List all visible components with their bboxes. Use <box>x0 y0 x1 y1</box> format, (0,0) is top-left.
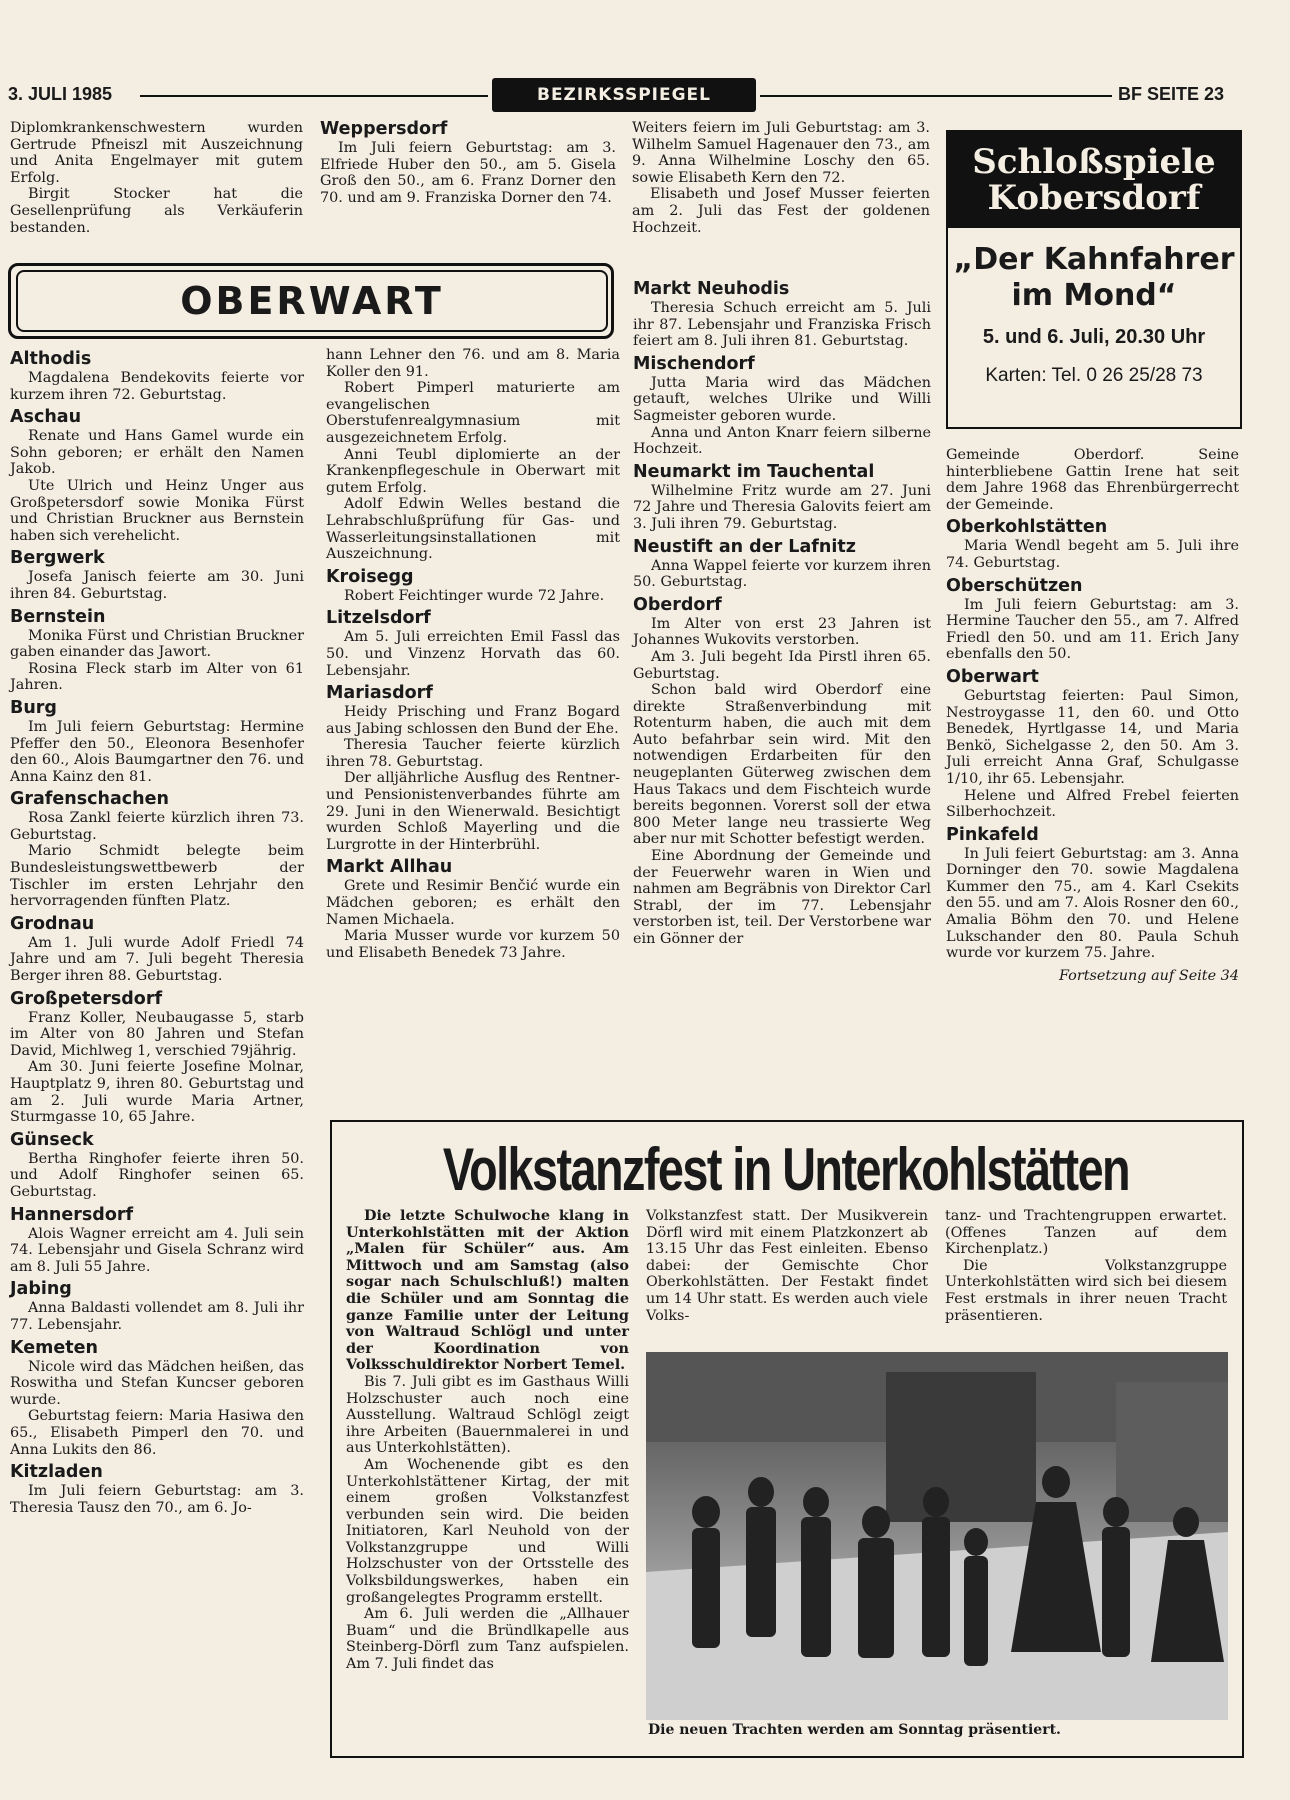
weppersdorf-block <box>320 118 616 206</box>
column-4-towns <box>946 516 1239 961</box>
column-2-towns <box>326 566 620 962</box>
paragraph: Bertha Ringhofer feierte ihren 50. und Adolf Ringhofer seinen 65. Geburtstag. <box>10 1150 304 1200</box>
paragraph: Mario Schmidt belegte beim Bundesleistungswettbewerb der Tischler im ersten Lehrjahr den hervorragenden fünften Platz. <box>10 843 304 910</box>
paragraph: Weiters feiern im Juli Geburtstag: am 3. Wilhelm Samuel Hagenauer den 73., am 9. Anna Wilhelmine Loschy den 65. sowie Elisabeth Kern den 72. <box>632 120 930 186</box>
paragraph: Geburtstag feiern: Maria Hasiwa den 65., Elisabeth Pimperl den 70. und Anna Lukits den 86. <box>10 1408 304 1458</box>
section-banner <box>16 270 608 332</box>
paragraph: Renate und Hans Gamel wurde ein Sohn geboren; er erhält den Namen Jakob. <box>10 428 304 478</box>
town-heading: Aschau <box>10 407 82 428</box>
ad-tickets: Karten: Tel. 0 26 25/28 73 <box>985 365 1203 386</box>
paragraph: Am 30. Juni feierte Josefine Molnar, Hauptplatz 9, ihren 80. Geburtstag und am 2. Juli wurde Maria Artner, Sturmgasse 10, 65 Jahre. <box>10 1059 304 1126</box>
header-rule-left <box>140 95 488 97</box>
town-heading: Litzelsdorf <box>326 608 431 629</box>
paragraph: Geburtstag feierten: Paul Simon, Nestroygasse 11, den 60. und Otto Benedek, Hyrtlgasse 14, und Maria Benkö, Sichelgasse 2, den 50. Am 3. Juli erreicht Anna Graf, Schulgasse 1/10, ihr 65. Lebensjahr. <box>946 687 1239 787</box>
paragraph: Robert Pimperl maturierte am evangelischen Oberstufenrealgymnasium mit ausgezeichnetem Erfolg. <box>326 380 620 446</box>
continuation-note: Fortsetzung auf Seite 34 <box>1058 967 1239 984</box>
article-headline: Volkstanzfest in Unterkohlstätten <box>442 1136 1130 1203</box>
paragraph: Volkstanzfest statt. Der Musikverein Dörfl wird mit einem Platzkonzert ab 13.15 Uhr das Fest einleiten. Ebenso dabei: der Gemischte Chor Oberkohlstätten. Der Festakt findet um 14 Uhr statt. Es werden auch viele Volks- <box>646 1208 928 1324</box>
paragraph: Robert Feichtinger wurde 72 Jahre. <box>344 587 605 604</box>
paragraph: Anna Baldasti vollendet am 8. Juli ihr 77. Lebensjahr. <box>10 1300 304 1333</box>
town-heading: Kitzladen <box>10 1462 103 1483</box>
paragraph: Wilhelmine Fritz wurde am 27. Juni 72 Jahre und Theresia Galovits feiert am 3. Juli ihren 79. Geburtstag. <box>633 482 931 532</box>
column-4 <box>946 447 1239 984</box>
paragraph: Grete und Resimir Benčić wurde ein Mädchen geboren; es erhält den Namen Michaela. <box>326 878 620 928</box>
header-section: BEZIRKSSPIEGEL <box>536 85 711 105</box>
paragraph: Der alljährliche Ausflug des Rentner- und Pensionistenverbandes führte am 29. Juni in den Wienerwald. Besichtigt wurden Schloß Mayerling und die Lurgrotte in der Hinterbrühl. <box>326 770 620 853</box>
ad-dates: 5. und 6. Juli, 20.30 Uhr <box>982 326 1206 348</box>
section-banner-title: OBERWART <box>180 279 444 323</box>
paragraph: Franz Koller, Neubaugasse 5, starb im Alter von 80 Jahren und Stefan David, Michlweg 1, verschied 79jährig. <box>10 1009 304 1059</box>
paragraph: hann Lehner den 76. und am 8. Maria Koller den 91. <box>326 347 620 380</box>
paragraph: Im Juli feiern Geburtstag: am 3. Hermine Taucher den 55., am 7. Alfred Friedl den 50. und am 11. Erich Jany ebenfalls den 50. <box>946 596 1239 663</box>
paragraph: Monika Fürst und Christian Bruckner gaben einander das Jawort. <box>10 627 304 661</box>
paragraph: Am 1. Juli wurde Adolf Friedl 74 Jahre und am 7. Juli begeht Theresia Berger ihren 88. Geburtstag. <box>10 934 304 985</box>
paragraph: Bis 7. Juli gibt es im Gasthaus Willi Holzschuster auch noch eine Ausstellung. Waltraud Schlögl zeigt ihre Arbeiten (Bauernmalerei in und aus Unterkohlstätten). <box>346 1373 629 1457</box>
ad-title-line2: Kobersdorf <box>987 178 1201 218</box>
town-heading: Neustift an der Lafnitz <box>633 536 856 557</box>
top-left-continued <box>10 120 303 236</box>
top-col3-continued <box>632 120 930 236</box>
town-heading: Mischendorf <box>633 353 755 374</box>
paragraph: Am 5. Juli erreichten Emil Fassl das 50. und Vinzenz Horvath das 60. Lebensjahr. <box>326 629 620 679</box>
town-heading: Althodis <box>10 349 92 369</box>
town-heading: Jabing <box>10 1279 72 1300</box>
town-heading: Kroisegg <box>326 566 414 587</box>
paragraph: Josefa Janisch feierte am 30. Juni ihren 84. Geburtstag. <box>10 569 304 602</box>
town-heading: Oberschützen <box>946 575 1083 596</box>
paragraph: Am 6. Juli werden die „Allhauer Buam“ und die Bründlkapelle aus Steinberg-Dörfl zum Tanz aufspielen. Am 7. Juli findet das <box>346 1606 629 1673</box>
town-heading: Burg <box>10 697 57 718</box>
paragraph: In Juli feiert Geburtstag: am 3. Anna Dorninger den 70. sowie Magdalena Kummer den 75., am 4. Karl Csekits den 55. und am 7. Alois Rosner den 60., Amalia Böhm den 70. und Helene Lukschander den 80. Paula Schuh wurde vor kurzem 75. Jahre. <box>946 845 1239 962</box>
paragraph: Im Alter von erst 23 Jahren ist Johannes Wukovits verstorben. <box>633 615 931 649</box>
town-heading: Markt Allhau <box>326 857 453 878</box>
article-photo <box>646 1352 1228 1720</box>
header-section-box <box>492 78 756 112</box>
ad-title-line1: Schloßspiele <box>972 142 1216 182</box>
town-heading: Pinkafeld <box>946 824 1039 845</box>
column-1 <box>10 345 304 1516</box>
paragraph: Anna Wappel feierte vor kurzem ihren 50. Geburtstag. <box>633 557 931 591</box>
paragraph: Helene und Alfred Frebel feierten Silberhochzeit. <box>946 787 1239 821</box>
paragraph: Nicole wird das Mädchen heißen, das Roswitha und Stefan Kuncser geboren wurde. <box>10 1358 304 1408</box>
paragraph: Am 3. Juli begeht Ida Pirstl ihren 65. Geburtstag. <box>633 648 931 682</box>
town-heading: Markt Neuhodis <box>633 279 790 299</box>
town-heading: Oberwart <box>946 666 1039 687</box>
header-rule-right <box>760 95 1112 97</box>
town-heading: Oberdorf <box>633 594 722 615</box>
paragraph: Maria Wendl begeht am 5. Juli ihre 74. Geburtstag. <box>946 538 1239 571</box>
town-heading: Großpetersdorf <box>10 988 163 1009</box>
paragraph: Theresia Taucher feierte kürzlich ihren 78. Geburtstag. <box>326 737 620 770</box>
paragraph: Alois Wagner erreicht am 4. Juli sein 74. Lebensjahr und Gisela Schranz wird am 8. Juli 55 Jahre. <box>10 1225 304 1275</box>
article-col2 <box>646 1208 928 1324</box>
paragraph: Jutta Maria wird das Mädchen getauft, welches Ulrike und Willi Sagmeister geboren wurde. <box>633 374 931 424</box>
paragraph: Maria Musser wurde vor kurzem 50 und Elisabeth Benedek 73 Jahre. <box>326 928 620 961</box>
paragraph: Elisabeth und Josef Musser feierten am 2. Juli das Fest der goldenen Hochzeit. <box>632 186 930 236</box>
town-heading: Mariasdorf <box>326 683 433 704</box>
paragraph: Heidy Prisching und Franz Bogard aus Jabing schlossen den Bund der Ehe. <box>326 704 620 737</box>
paragraph: Diplomkrankenschwestern wurden Gertrude Pfneiszl mit Auszeichnung und Anita Engelmayer mit gutem Erfolg. <box>10 120 303 186</box>
paragraph: Im Juli feiern Geburtstag: am 3. Theresia Tausz den 70., am 6. Jo- <box>10 1483 304 1516</box>
town-heading: Neumarkt im Tauchental <box>633 461 875 482</box>
article-col1 <box>346 1208 629 1673</box>
paragraph: Im Juli feiern Geburtstag: am 3. Elfriede Huber den 50., am 5. Gisela Groß den 50., am 6. Franz Dorner den 70. und am 9. Franziska Dorner den 74. <box>320 140 616 206</box>
ad-box <box>946 130 1242 429</box>
ad-play-line1: „Der Kahnfahrer <box>953 242 1235 277</box>
paragraph: Ute Ulrich und Heinz Unger aus Großpetersdorf sowie Monika Fürst und Christian Bruckner aus Bernstein haben sich verehelicht. <box>10 477 304 544</box>
paragraph: Magdalena Bendekovits feierte vor kurzem ihren 72. Geburtstag. <box>10 370 304 403</box>
paragraph: Theresia Schuch erreicht am 5. Juli ihr 87. Lebensjahr und Franziska Frisch feiert am 8. Juli ihren 81. Geburtstag. <box>633 300 931 350</box>
header-page: BF SEITE 23 <box>1118 84 1225 104</box>
town-heading: Günseck <box>10 1129 94 1150</box>
paragraph: Anni Teubl diplomierte an der Krankenpflegeschule in Oberwart mit gutem Erfolg. <box>326 446 620 496</box>
paragraph: Rosa Zankl feierte kürzlich ihren 73. Geburtstag. <box>10 810 304 843</box>
paragraph: Am Wochenende gibt es den Unterkohlstättener Kirtag, der mit einem großen Volkstanzfest verbunden sein wird. Die beiden Initiatoren, Karl Neuhold von der Volkstanzgruppe und Willi Holzschuster von der Ortsstelle des Volksbildungswerkes, haben ein großangelegtes Programm erstellt. <box>346 1456 629 1606</box>
paragraph: Gemeinde Oberdorf. Seine hinterbliebene Gattin Irene hat seit dem Jahre 1968 das Ehrenbürgerrecht der Gemeinde. <box>946 447 1239 513</box>
paragraph: Die letzte Schulwoche klang in Unterkohlstätten mit der Aktion „Malen für Schüler“ aus. Am Mittwoch und am Samstag (also sogar nach Schulschluß!) malten die Schüler und am Sonntag die ganze Familie unter der Leitung von Waltraud Schlögl und unter der Koordination von Volksschuldirektor Norbert Temel. <box>346 1207 629 1374</box>
paragraph: Anna und Anton Knarr feiern silberne Hochzeit. <box>633 424 931 458</box>
article-col3 <box>945 1208 1227 1324</box>
photo-caption: Die neuen Trachten werden am Sonntag präsentiert. <box>648 1722 1061 1738</box>
column-2 <box>326 347 620 961</box>
town-heading: Bergwerk <box>10 548 105 569</box>
town-heading: Grafenschachen <box>10 789 169 810</box>
town-heading: Weppersdorf <box>320 119 448 139</box>
paragraph: Die Volkstanzgruppe Unterkohlstätten wird sich bei diesem Fest erstmals in ihrer neuen Tracht präsentieren. <box>945 1257 1227 1324</box>
paragraph: tanz- und Trachtengruppen erwartet. (Offenes Tanzen auf dem Kirchenplatz.) <box>945 1208 1227 1258</box>
ad-title-box <box>948 132 1240 228</box>
column-3 <box>633 275 931 948</box>
paragraph: Birgit Stocker hat die Gesellenprüfung als Verkäuferin bestanden. <box>10 186 303 236</box>
town-heading: Grodnau <box>10 913 95 934</box>
ad-play-line2: im Mond“ <box>1011 278 1177 313</box>
town-heading: Kemeten <box>10 1337 98 1358</box>
paragraph: Rosina Fleck starb im Alter von 61 Jahren. <box>10 660 304 694</box>
town-heading: Bernstein <box>10 606 106 627</box>
dancers-photo-illustration <box>646 1352 1228 1720</box>
paragraph: Eine Abordnung der Gemeinde und der Feuerwehr waren in Wien und nahmen am Begräbnis von Direktor Carl Strabl, der im 77. Lebensjahr verstorben ist, teil. Der Verstorbene war ein Gönner der <box>633 848 931 947</box>
header-date: 3. JULI 1985 <box>8 84 113 104</box>
paragraph: Adolf Edwin Welles bestand die Lehrabschlußprüfung für Gas- und Wasserleitungsinstallationen mit Auszeichnung. <box>326 496 620 563</box>
town-heading: Oberkohlstätten <box>946 517 1108 538</box>
paragraph: Im Juli feiern Geburtstag: Hermine Pfeffer den 50., Eleonora Besenhofer den 60., Alois Baumgartner den 76. und Anna Kainz den 81. <box>10 718 304 785</box>
paragraph: Schon bald wird Oberdorf eine direkte Straßenverbindung mit Rotenturm haben, die auch mit dem Auto befahrbar sein wird. Mit den notwendigen Erdarbeiten für den neugeplanten Güterweg zwischen dem Haus Takacs und dem Fischteich wurde bereits begonnen. Vorerst soll der etwa 800 Meter lange neu trassierte Weg aber nur mit Schotter befestigt werden. <box>633 682 931 848</box>
ad-play-title <box>948 242 1240 314</box>
town-heading: Hannersdorf <box>10 1204 134 1225</box>
